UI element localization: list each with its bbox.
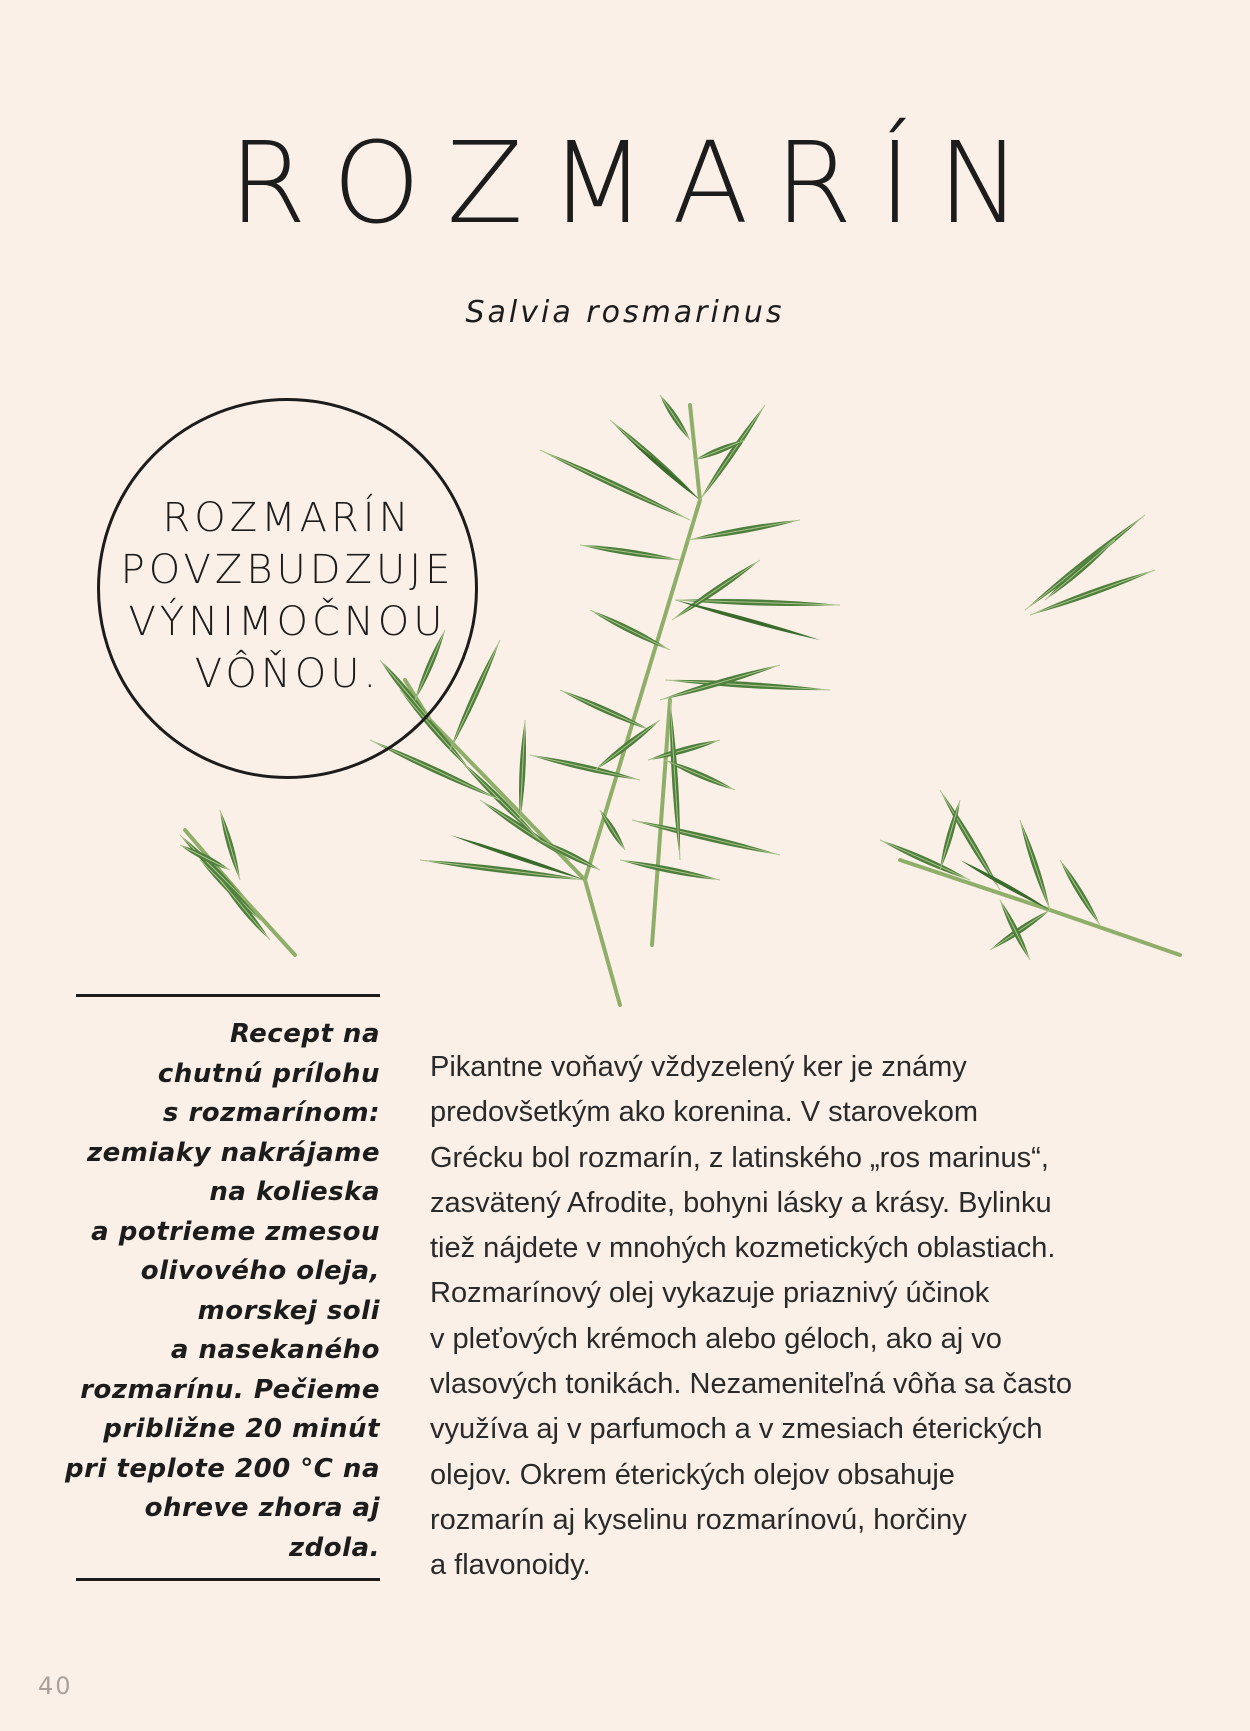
page-number: 40	[38, 1672, 73, 1700]
body-line: vlasových tonikách. Nezameniteľná vôňa sa často	[430, 1368, 1072, 1401]
body-line: rozmarín aj kyselinu rozmarínovú, horčiny	[430, 1503, 967, 1536]
callout-line: POVZBUDZUJE	[120, 547, 455, 593]
recipe-line: pri teplote 200 °C na	[65, 1453, 380, 1484]
recipe-line: Recept na	[229, 1019, 380, 1049]
body-line: predovšetkým ako korenina. V starovekom	[430, 1096, 979, 1129]
recipe-bottom-rule	[76, 1578, 380, 1581]
recipe-line: morskej soli	[197, 1295, 380, 1326]
recipe-box	[60, 1015, 380, 1568]
body-line: a flavonoidy.	[430, 1549, 591, 1582]
recipe-line: a nasekaného	[170, 1335, 380, 1365]
recipe-line: a potrieme zmesou	[91, 1216, 380, 1247]
recipe-line: na kolieska	[209, 1177, 380, 1207]
recipe-line: s rozmarínom:	[162, 1098, 380, 1128]
callout-line: VÔŇOU.	[194, 651, 381, 697]
body-line: Pikantne voňavý vždyzelený ker je známy	[430, 1051, 967, 1083]
latin-name: Salvia rosmarinus	[465, 295, 785, 330]
recipe-top-rule	[76, 994, 380, 997]
body-line: tiež nájdete v mnohých kozmetických oblastiach.	[430, 1232, 1056, 1265]
callout-line: ROZMARÍN	[162, 495, 413, 541]
recipe-line: olivového oleja,	[140, 1256, 380, 1286]
callout-text	[97, 492, 478, 700]
recipe-line: približne 20 minút	[103, 1414, 380, 1444]
body-line: Rozmarínový olej vykazuje priaznivý účinok	[430, 1277, 990, 1310]
recipe-line: ohreve zhora aj	[144, 1493, 380, 1523]
callout-line: VÝNIMOČNOU	[128, 599, 447, 645]
body-line: olejov. Okrem éterických olejov obsahuje	[430, 1458, 955, 1491]
body-line: v pleťových krémoch alebo géloch, ako aj vo	[430, 1322, 1002, 1355]
recipe-line: zdola.	[289, 1532, 380, 1563]
recipe-line: chutnú prílohu	[157, 1058, 380, 1089]
recipe-line: rozmarínu. Pečieme	[80, 1374, 380, 1405]
body-paragraph	[430, 1045, 1190, 1589]
page-title: ROZMARÍN	[228, 119, 1048, 249]
recipe-line: zemiaky nakrájame	[86, 1137, 380, 1168]
body-line: zasvätený Afrodite, bohyni lásky a krásy. Bylinku	[430, 1186, 1052, 1219]
body-line: využíva aj v parfumoch a v zmesiach éterických	[430, 1413, 1043, 1446]
body-line: Grécku bol rozmarín, z latinského „ros marinus“,	[430, 1141, 1049, 1174]
